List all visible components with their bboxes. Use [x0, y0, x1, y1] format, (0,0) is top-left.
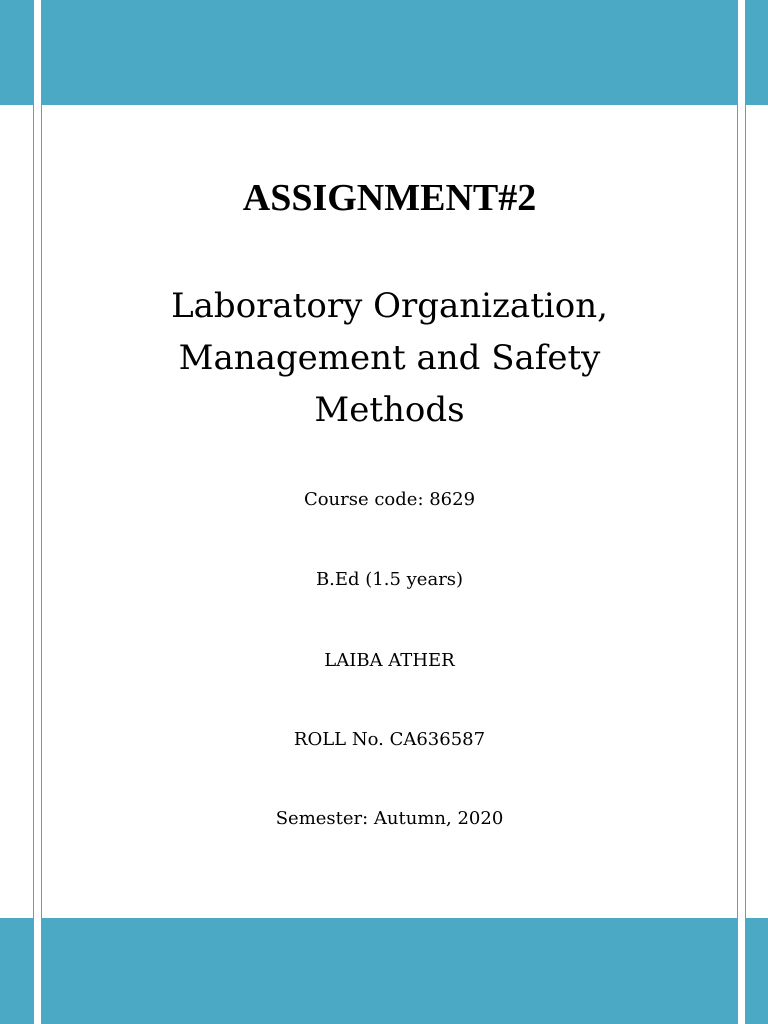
course-code: Course code: 8629: [303, 489, 476, 510]
semester: Semester: Autumn, 2020: [275, 808, 504, 829]
assignment-title: ASSIGNMENT#2: [242, 177, 537, 219]
student-name: LAIBA ATHER: [324, 650, 455, 671]
right-margin-gap: [737, 0, 745, 1024]
cover-page: [42, 0, 737, 1024]
course-subtitle: Laboratory Organization, Management and Safety Methods: [171, 286, 608, 430]
right-border-line-outer: [745, 0, 746, 1024]
roll-number: ROLL No. CA636587: [293, 729, 486, 750]
program: B.Ed (1.5 years): [315, 569, 464, 590]
left-border-line-outer: [33, 0, 34, 1024]
right-border-line-inner: [737, 0, 738, 1024]
